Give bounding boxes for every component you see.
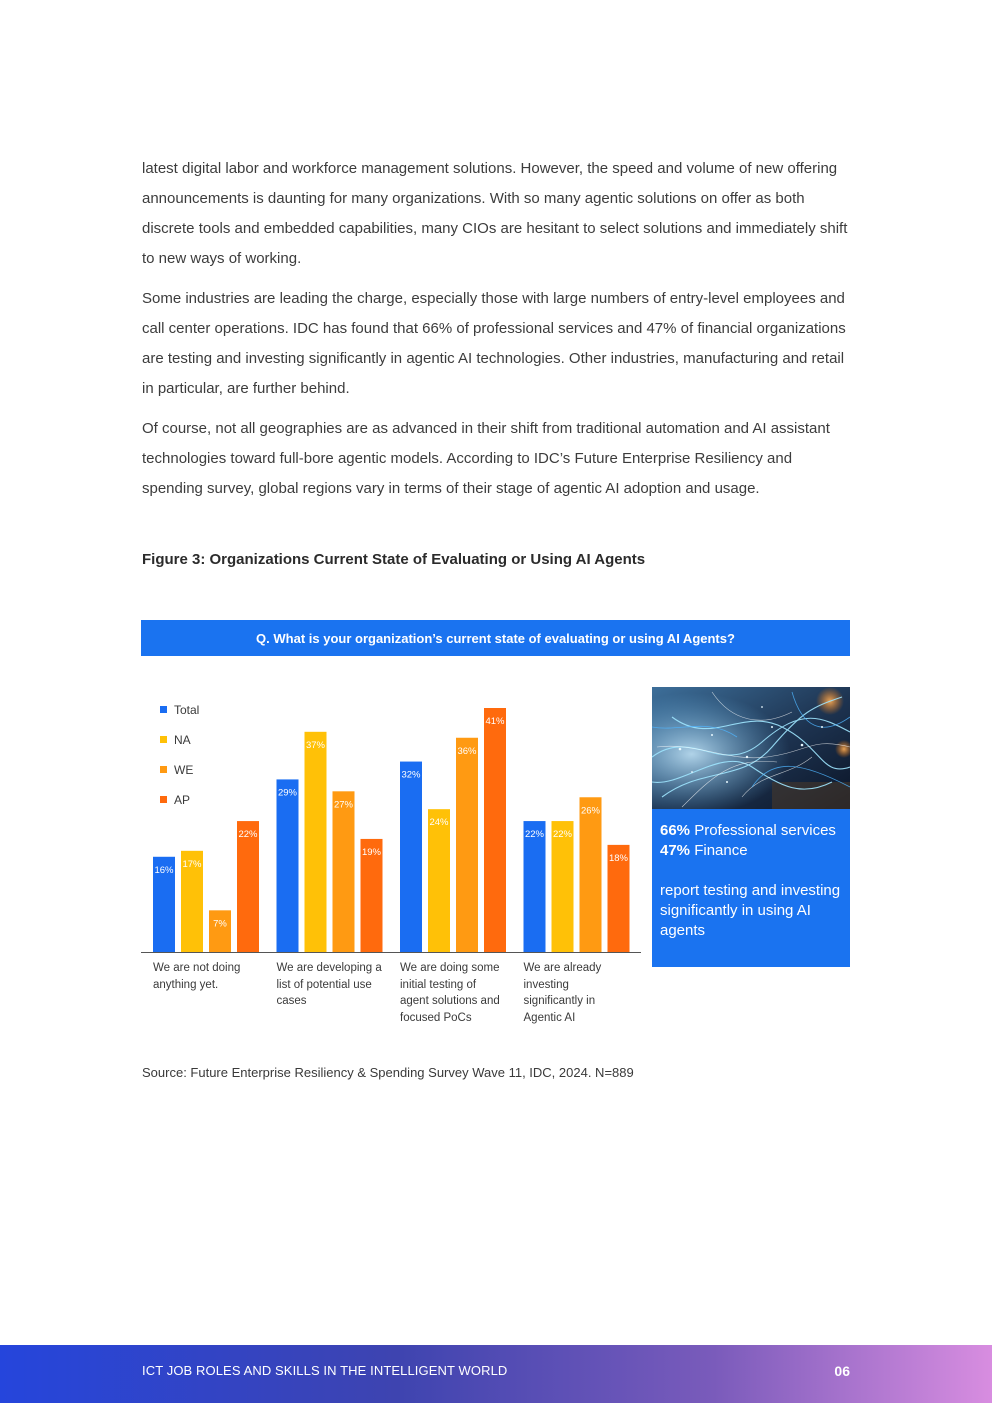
bar-na-1 <box>305 732 327 952</box>
abstract-network-image <box>652 687 850 809</box>
legend-label: WE <box>174 763 194 777</box>
data-label: 7% <box>213 918 227 930</box>
stat-label: Finance <box>690 842 748 859</box>
data-label: 36% <box>457 745 477 757</box>
legend-swatch <box>160 796 167 803</box>
legend-label: NA <box>174 733 191 747</box>
question-banner <box>141 620 850 656</box>
bar-we-3 <box>580 797 602 952</box>
stat-finance <box>660 841 842 861</box>
data-label: 22% <box>524 829 545 841</box>
x-tick-label: We are developing a list of potential use cases <box>276 962 382 1007</box>
bar-na-2 <box>428 809 450 952</box>
x-tick-label: We are not doing anything yet. <box>153 962 241 991</box>
data-label: 37% <box>305 739 326 751</box>
data-label: 18% <box>608 852 629 864</box>
x-tick-label: We are doing some initial testing of agent solutions and focused PoCs <box>400 962 500 1024</box>
bar-we-2 <box>456 738 478 952</box>
page-number: 06 <box>834 1363 850 1379</box>
bar-we-1 <box>333 791 355 952</box>
data-label: 32% <box>401 769 421 781</box>
data-label: 24% <box>429 817 449 829</box>
side-card-text <box>652 809 850 941</box>
legend-label: Total <box>174 703 200 717</box>
figure-title: Figure 3: Organizations Current State of Evaluating or Using AI Agents <box>142 551 646 568</box>
bar-ap-2 <box>484 708 506 952</box>
side-card-note: report testing and investing significantly in using AI agents <box>660 882 841 939</box>
data-label: 29% <box>277 787 298 799</box>
footer-title: ICT JOB ROLES AND SKILLS IN THE INTELLIGENT WORLD <box>142 1363 508 1378</box>
legend-swatch <box>160 766 167 773</box>
data-label: 26% <box>580 805 601 817</box>
bar-total-1 <box>277 779 299 952</box>
paragraph: latest digital labor and workforce management solutions. However, the speed and volume of new offering announcements is daunting for many organizations. With so many agentic solutions on offer as both discrete tools and embedded capabilities, many CIOs are hesitant to select solutions and immediately shift to new ways of working. <box>142 160 848 267</box>
data-label: 22% <box>238 829 258 841</box>
data-label: 22% <box>552 829 573 841</box>
legend-label: AP <box>174 793 191 807</box>
paragraph: Of course, not all geographies are as advanced in their shift from traditional automation and AI assistant technologies toward full-bore agentic models. According to IDC’s Future Enterprise Resiliency and spending survey, global regions vary in terms of their stage of agentic AI adoption and usage. <box>142 420 830 497</box>
data-label: 19% <box>361 846 382 858</box>
question-text: Q. What is your organization’s current state of evaluating or using AI Agents? <box>256 630 735 646</box>
data-label: 27% <box>333 799 354 811</box>
bar-na-3 <box>552 821 574 952</box>
body-text <box>142 154 852 514</box>
stat-professional-services <box>660 821 842 841</box>
data-label: 16% <box>154 864 174 876</box>
bar-ap-0 <box>237 821 259 952</box>
x-tick-label: We are already investing significantly in Agentic AI <box>523 962 602 1024</box>
stat-value: 66% <box>660 822 691 839</box>
paragraph: Some industries are leading the charge, especially those with large numbers of entry-level employees and call center operations. IDC has found that 66% of professional services and 47% of financial organizations are testing and investing significantly in agentic AI technologies. Other industries, manufacturing and retail in particular, are further behind. <box>142 290 846 397</box>
bar-total-2 <box>400 762 422 952</box>
footer <box>0 1345 992 1403</box>
legend-swatch <box>160 706 167 713</box>
legend-swatch <box>160 736 167 743</box>
bar-total-3 <box>524 821 546 952</box>
stat-value: 47% <box>660 842 691 859</box>
side-card <box>652 687 850 967</box>
stat-label: Professional services <box>690 822 836 839</box>
data-label: 17% <box>182 858 202 870</box>
source-note: Source: Future Enterprise Resiliency & Spending Survey Wave 11, IDC, 2024. N=889 <box>142 1065 634 1080</box>
bar-we-0 <box>209 910 231 952</box>
data-label: 41% <box>485 716 505 727</box>
